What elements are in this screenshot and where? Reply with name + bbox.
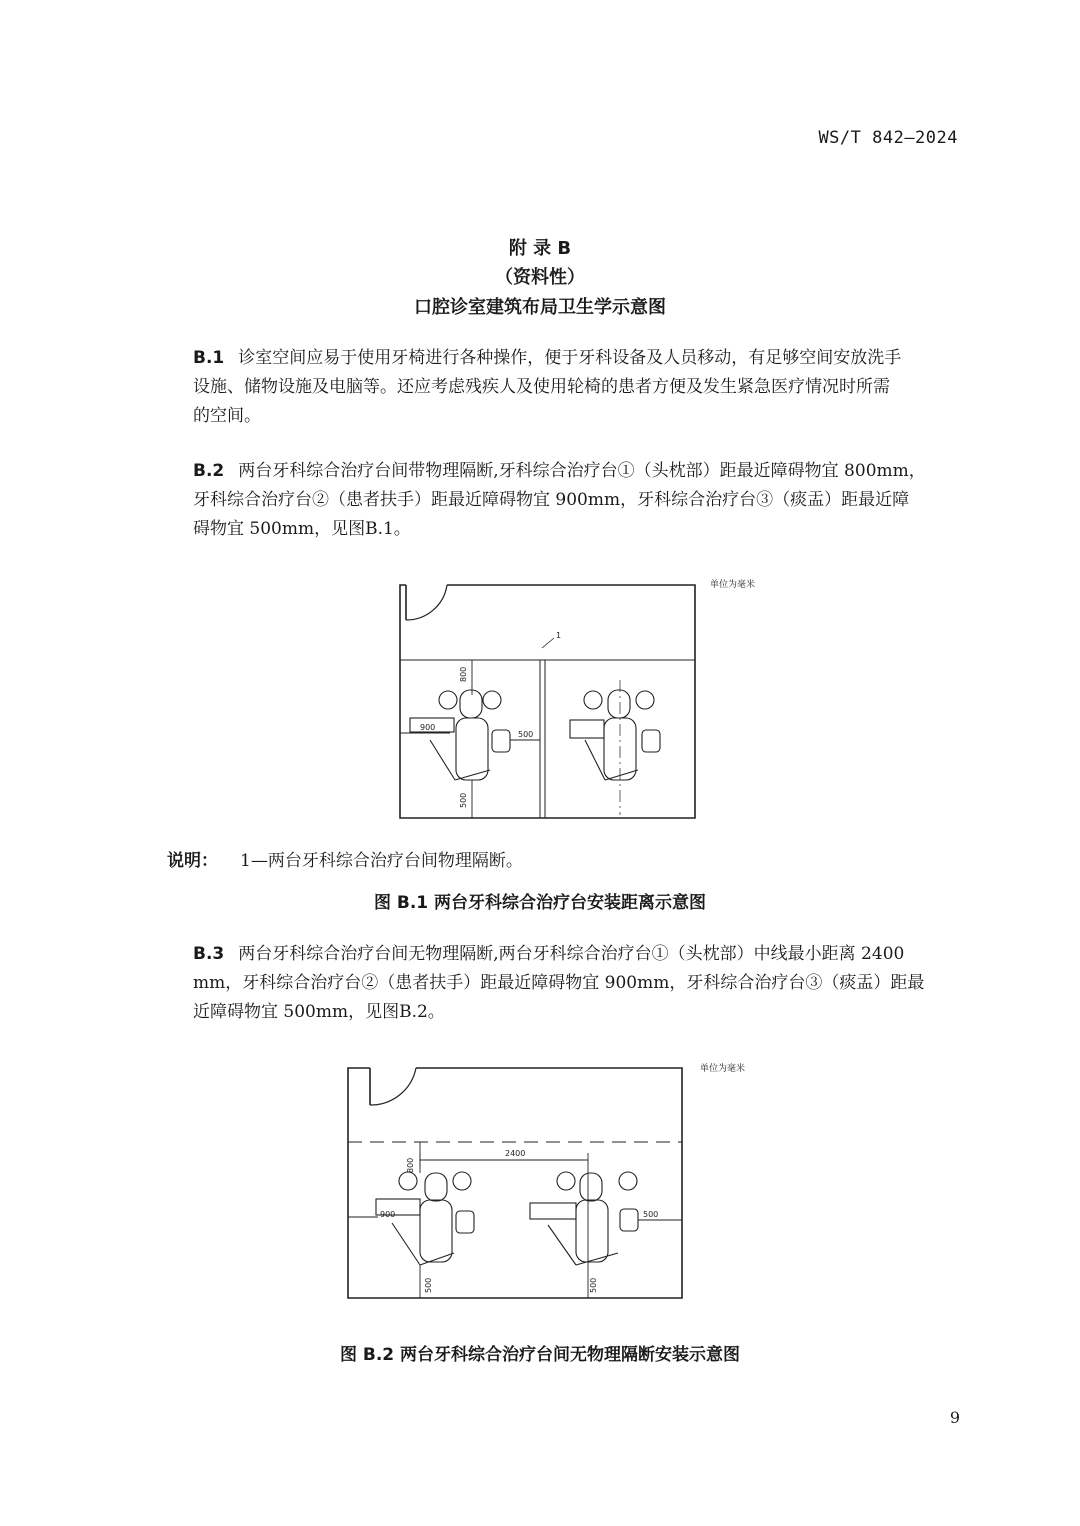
page-number: 9	[949, 1408, 960, 1427]
section-b1-line-1: B.1 诊室空间应易于使用牙椅进行各种操作，便于牙科设备及人员移动，有足够空间安放洗手	[193, 348, 902, 368]
room-wall	[348, 1068, 682, 1298]
section-b2-line-2: 牙科综合治疗台②（患者扶手）距最近障碍物宜 900mm，牙科综合治疗台③（痰盂）距最近障	[193, 490, 910, 510]
physical-partition	[540, 660, 545, 818]
section-b1-line-2: 设施、储物设施及电脑等。还应考虑残疾人及使用轮椅的患者方便及发生紧急医疗情况时所需	[193, 377, 890, 397]
figure-b2-caption: 图 B.2 两台牙科综合治疗台间无物理隔断安装示意图	[339, 1345, 741, 1365]
dim-armrest-b1: 900	[420, 723, 436, 732]
figure-b2	[330, 1055, 770, 1310]
figure-b1-legend	[167, 846, 523, 871]
section-b3-line-1: B.3 两台牙科综合治疗台间无物理隔断,两台牙科综合治疗台①（头枕部）中线最小距离 2400	[193, 944, 905, 964]
section-b3	[193, 940, 978, 1027]
standard-code: WS/T 842—2024	[818, 128, 958, 148]
appendix-label: 附 录 B	[508, 238, 572, 259]
room-wall	[400, 585, 695, 818]
legend-text: 1—两台牙科综合治疗台间物理隔断。	[240, 851, 523, 871]
dim-headrest-b1: 800	[459, 666, 468, 682]
door-swing	[370, 1068, 416, 1105]
dim-centerline: 2400	[505, 1149, 526, 1158]
section-b1	[193, 344, 978, 431]
appendix-title: 口腔诊室建筑布局卫生学示意图	[414, 297, 666, 318]
section-b2	[193, 457, 978, 544]
section-number: B.2	[193, 461, 225, 481]
section-b2-line-1: B.2 两台牙科综合治疗台间带物理隔断,牙科综合治疗台①（头枕部）距最近障碍物宜 800mm，	[193, 461, 926, 481]
figure-b1-caption: 图 B.1 两台牙科综合治疗台安装距离示意图	[373, 893, 707, 913]
dim-bottom-right-b2: 500	[589, 1277, 598, 1293]
appendix-nature: （资料性）	[495, 267, 585, 288]
dim-spittoon-b2: 500	[643, 1210, 659, 1219]
legend-label: 说明：	[167, 851, 218, 871]
section-number: B.1	[193, 348, 225, 368]
section-b3-line-2: mm，牙科综合治疗台②（患者扶手）距最近障碍物宜 900mm，牙科综合治疗台③（痰盂）距最	[193, 973, 925, 993]
door-swing	[406, 585, 447, 620]
unit-note-b2: 单位为毫米	[700, 1064, 746, 1074]
dim-armrest-b2: 900	[380, 1210, 396, 1219]
section-b1-line-3: 的空间。	[193, 406, 261, 426]
dental-chair-right	[530, 1167, 638, 1298]
section-b2-line-3: 碍物宜 500mm，见图B.1。	[193, 519, 411, 539]
unit-note-b1: 单位为毫米	[710, 580, 756, 590]
dental-chair-right	[570, 680, 660, 815]
section-b3-line-3: 近障碍物宜 500mm，见图B.2。	[193, 1002, 445, 1022]
dim-headrest-b2: 800	[406, 1157, 415, 1173]
dental-chair-left	[410, 690, 510, 780]
dim-bottom-b1: 500	[459, 792, 468, 808]
figure-b1	[380, 570, 800, 830]
dim-bottom-left-b2: 500	[424, 1277, 433, 1293]
section-number: B.3	[193, 944, 225, 964]
dim-spittoon-b1: 500	[518, 730, 534, 739]
partition-marker: 1	[556, 631, 562, 640]
